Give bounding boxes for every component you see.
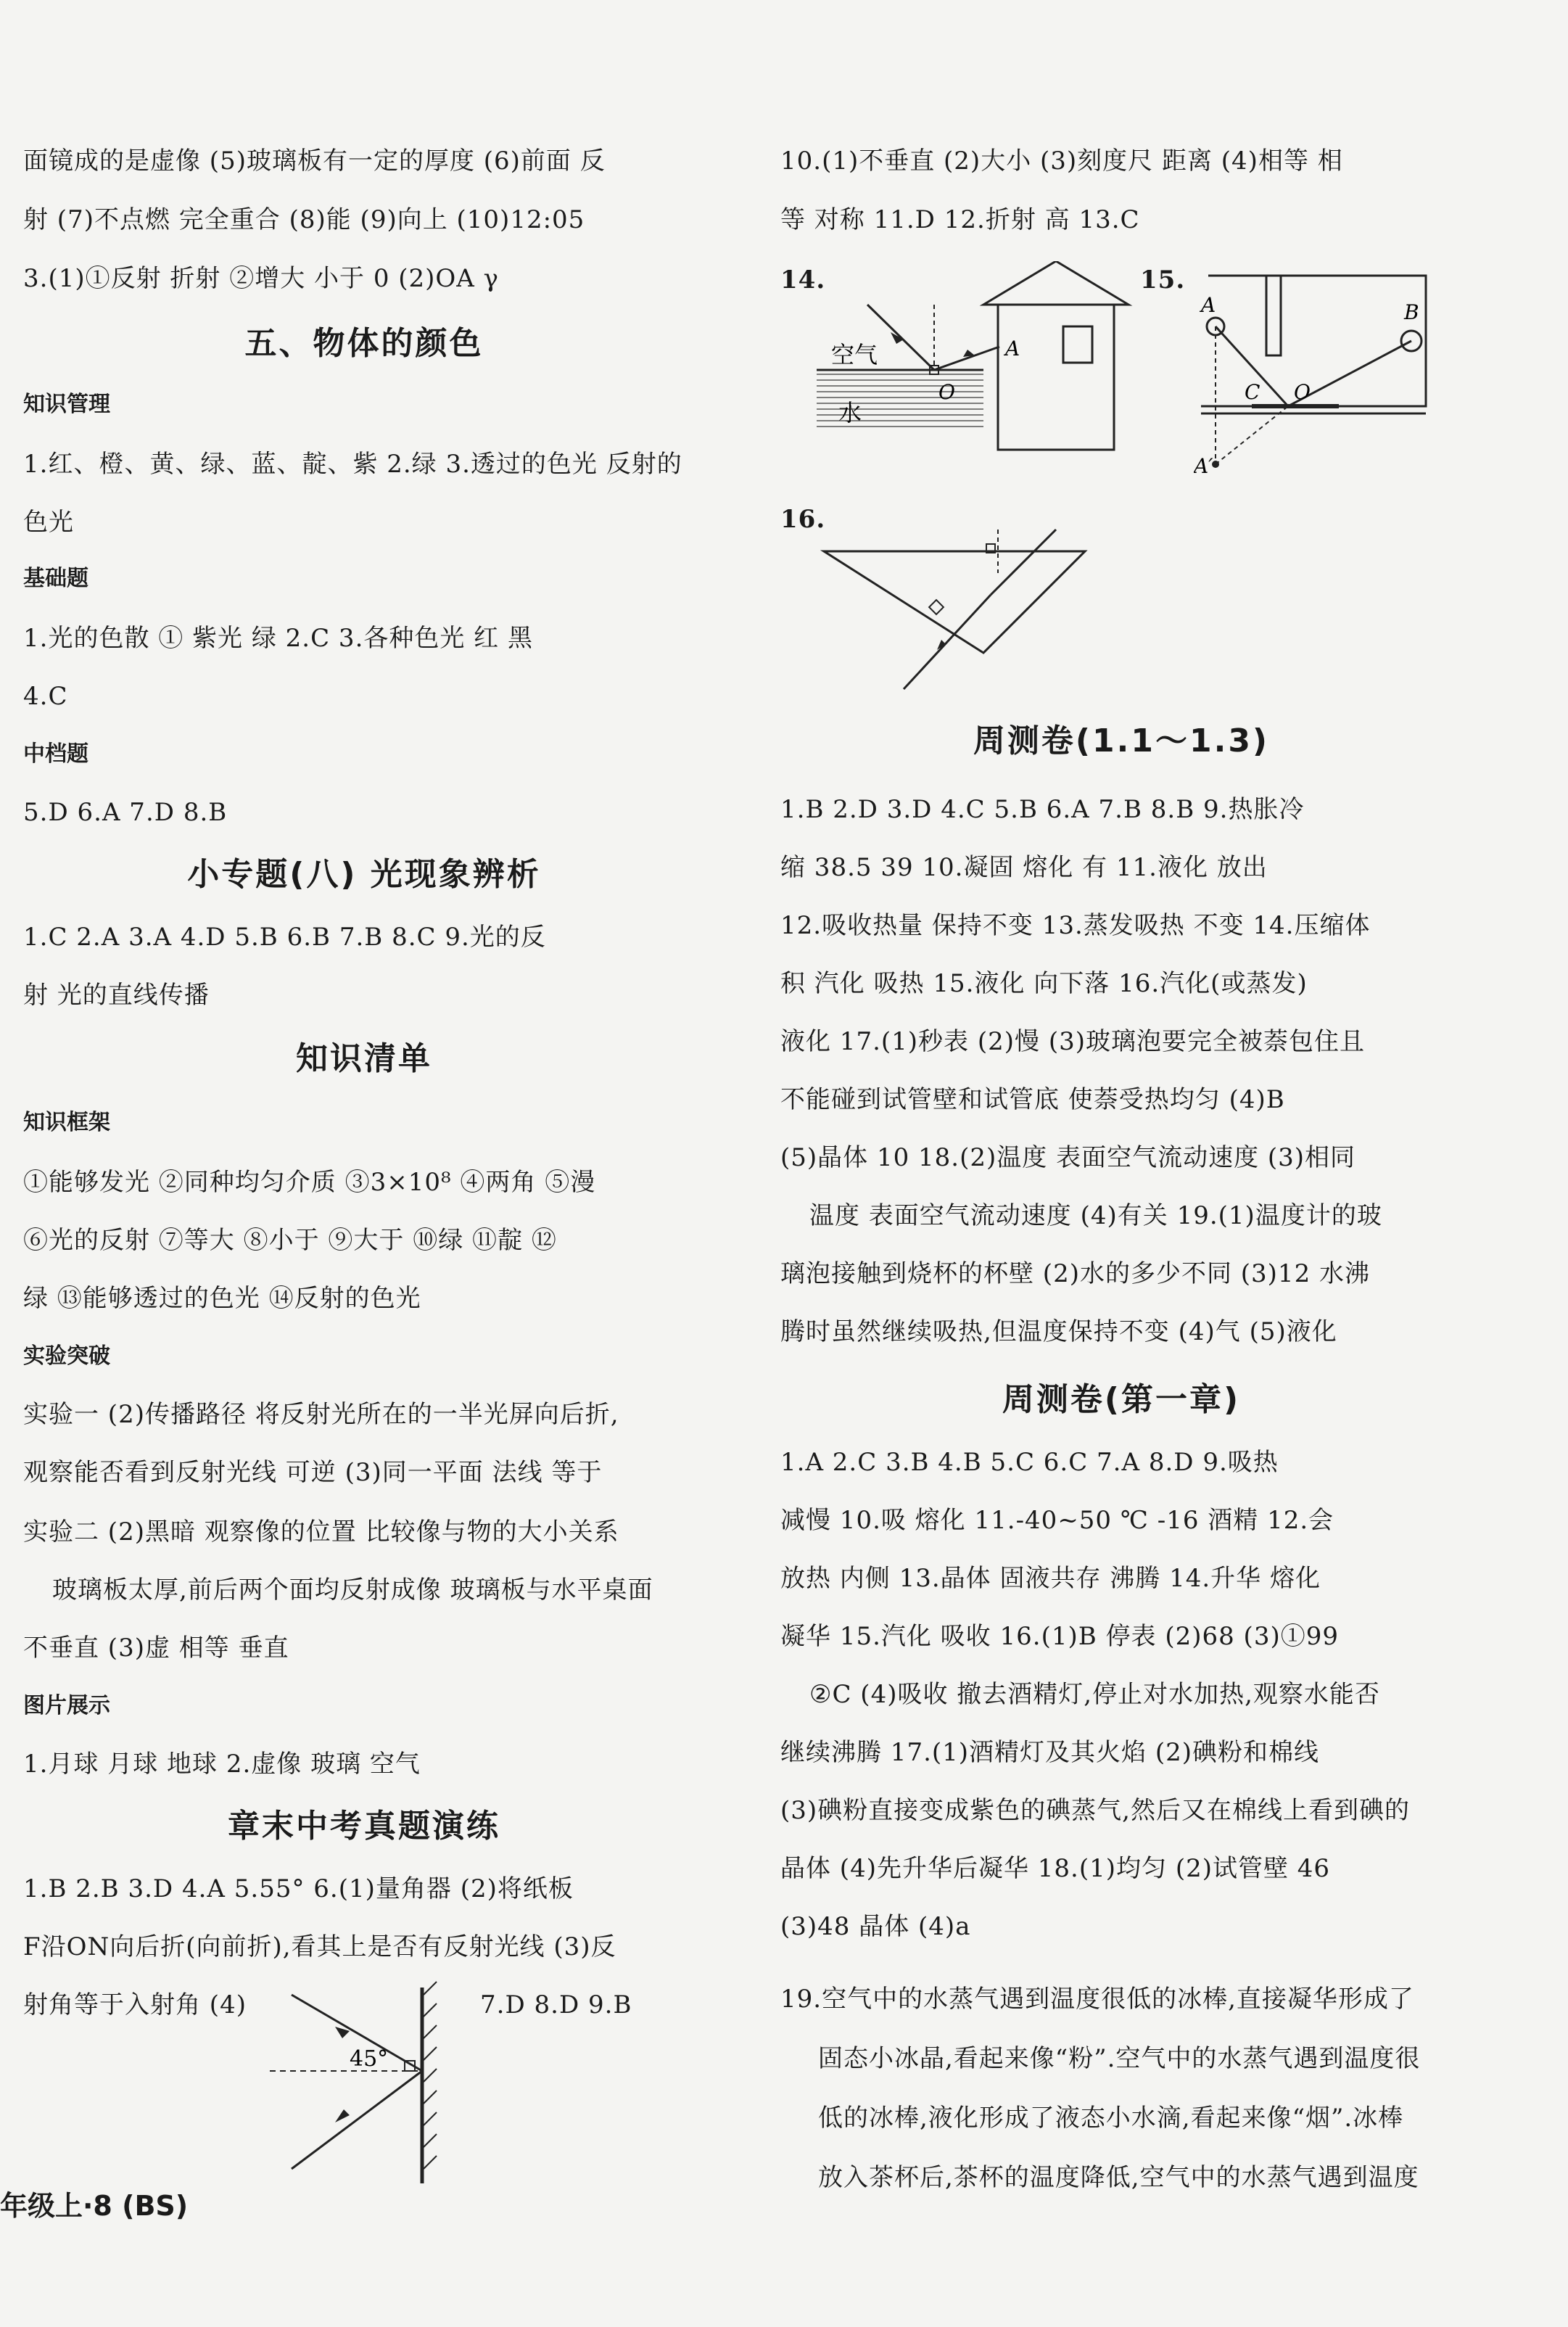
- figure-number: 15.: [1140, 265, 1186, 295]
- label-B: B: [1404, 300, 1419, 324]
- text-line: 射 光的直线传播: [23, 981, 210, 1010]
- subheading: 图片展示: [23, 1693, 110, 1718]
- text-line: 实验二 (2)黑暗 观察像的位置 比较像与物的大小关系: [23, 1517, 619, 1546]
- text-line: 玻璃板太厚,前后两个面均反射成像 玻璃板与水平桌面: [52, 1576, 653, 1605]
- text-line: 放热 内侧 13.晶体 固液共存 沸腾 14.升华 熔化: [780, 1564, 1321, 1593]
- text-line: 色光: [23, 508, 74, 537]
- text-line: 腾时虽然继续吸热,但温度保持不变 (4)气 (5)液化: [780, 1317, 1337, 1346]
- text-line: 1.B 2.B 3.D 4.A 5.55° 6.(1)量角器 (2)将纸板: [23, 1874, 574, 1903]
- text-line: 12.吸收热量 保持不变 13.蒸发吸热 不变 14.压缩体: [780, 911, 1371, 940]
- subheading: 实验突破: [23, 1343, 110, 1369]
- subheading: 知识框架: [23, 1110, 110, 1135]
- text-line: 19.空气中的水蒸气遇到温度很低的冰棒,直接凝华形成了: [780, 1985, 1414, 2014]
- label-water: 水: [838, 399, 862, 427]
- text-line: 5.D 6.A 7.D 8.B: [23, 798, 228, 827]
- text-line: 减慢 10.吸 熔化 11.-40~50 ℃ -16 酒精 12.会: [780, 1506, 1334, 1535]
- angle-label: 45°: [350, 2046, 389, 2072]
- page-footer: 年级上·8 (BS): [0, 2190, 189, 2222]
- text-line: (3)碘粉直接变成紫色的碘蒸气,然后又在棉线上看到碘的: [780, 1796, 1410, 1825]
- section-title: 章末中考真题演练: [228, 1808, 500, 1845]
- mirror-reflection-figure: [263, 1973, 466, 2191]
- subheading: 知识管理: [23, 392, 110, 417]
- subheading: 基础题: [23, 566, 88, 591]
- text-line: 低的冰棒,液化形成了液态小水滴,看起来像“烟”.冰棒: [818, 2104, 1404, 2133]
- label-A: A: [1005, 337, 1020, 361]
- text-line: 1.红、橙、黄、绿、蓝、靛、紫 2.绿 3.透过的色光 反射的: [23, 450, 682, 479]
- text-line: 不垂直 (3)虚 相等 垂直: [23, 1634, 289, 1663]
- label-A-prime: A′: [1194, 454, 1213, 478]
- text-line: 晶体 (4)先升华后凝华 18.(1)均匀 (2)试管壁 46: [780, 1854, 1331, 1883]
- text-line: 1.B 2.D 3.D 4.C 5.B 6.A 7.B 8.B 9.热胀冷: [780, 795, 1305, 824]
- text-line: 7.D 8.D 9.B: [480, 1990, 632, 2019]
- figure-number: 16.: [780, 505, 826, 534]
- text-line: 射 (7)不点燃 完全重合 (8)能 (9)向上 (10)12:05: [23, 205, 585, 234]
- text-line: 等 对称 11.D 12.折射 高 13.C: [780, 205, 1140, 234]
- text-line: 1.C 2.A 3.A 4.D 5.B 6.B 7.B 8.C 9.光的反: [23, 923, 546, 952]
- text-line: 射角等于入射角 (4): [23, 1990, 247, 2019]
- section-title: 周测卷(第一章): [1002, 1381, 1241, 1418]
- section-title: 知识清单: [296, 1040, 432, 1077]
- label-O: O: [938, 380, 955, 404]
- section-title: 周测卷(1.1～1.3): [973, 722, 1270, 759]
- text-line: (5)晶体 10 18.(2)温度 表面空气流动速度 (3)相同: [780, 1143, 1356, 1172]
- text-line: 绿 ⑬能够透过的色光 ⑭反射的色光: [23, 1284, 421, 1313]
- text-line: 1.光的色散 ① 紫光 绿 2.C 3.各种色光 红 黑: [23, 624, 533, 653]
- text-line: ⑥光的反射 ⑦等大 ⑧小于 ⑨大于 ⑩绿 ⑪靛 ⑫: [23, 1226, 557, 1255]
- text-line: 液化 17.(1)秒表 (2)慢 (3)玻璃泡要完全被萘包住且: [780, 1027, 1365, 1056]
- text-line: 1.A 2.C 3.B 4.B 5.C 6.C 7.A 8.D 9.吸热: [780, 1448, 1279, 1477]
- figure-16-prism: [809, 501, 1114, 704]
- subheading: 中档题: [23, 741, 88, 767]
- text-line: 面镜成的是虚像 (5)玻璃板有一定的厚度 (6)前面 反: [23, 147, 606, 176]
- figure-15-mirror-image: [1194, 261, 1440, 479]
- label-A: A: [1201, 293, 1216, 317]
- text-line: 10.(1)不垂直 (2)大小 (3)刻度尺 距离 (4)相等 相: [780, 147, 1343, 176]
- figure-number: 14.: [780, 265, 826, 295]
- text-line: 放入茶杯后,茶杯的温度降低,空气中的水蒸气遇到温度: [818, 2163, 1419, 2192]
- text-line: (3)48 晶体 (4)a: [780, 1912, 971, 1941]
- label-air: 空气: [831, 341, 878, 368]
- label-O: O: [1294, 380, 1311, 404]
- text-line: 观察能否看到反射光线 可逆 (3)同一平面 法线 等于: [23, 1458, 603, 1487]
- text-line: ②C (4)吸收 撤去酒精灯,停止对水加热,观察水能否: [809, 1680, 1380, 1709]
- text-line: 积 汽化 吸热 15.液化 向下落 16.汽化(或蒸发): [780, 969, 1308, 998]
- text-line: 继续沸腾 17.(1)酒精灯及其火焰 (2)碘粉和棉线: [780, 1738, 1320, 1767]
- section-title: 五、物体的颜色: [244, 325, 484, 362]
- text-line: 固态小冰晶,看起来像“粉”.空气中的水蒸气遇到温度很: [818, 2044, 1421, 2073]
- text-line: 温度 表面空气流动速度 (4)有关 19.(1)温度计的玻: [809, 1201, 1382, 1230]
- text-line: F沿ON向后折(向前折),看其上是否有反射光线 (3)反: [23, 1932, 616, 1961]
- text-line: 凝华 15.汽化 吸收 16.(1)B 停表 (2)68 (3)①99: [780, 1622, 1339, 1651]
- text-line: 4.C: [23, 682, 68, 711]
- text-line: ①能够发光 ②同种均匀介质 ③3×10⁸ ④两角 ⑤漫: [23, 1168, 596, 1197]
- label-C: C: [1245, 380, 1260, 404]
- text-line: 1.月球 月球 地球 2.虚像 玻璃 空气: [23, 1750, 421, 1779]
- text-line: 实验一 (2)传播路径 将反射光所在的一半光屏向后折,: [23, 1400, 619, 1429]
- text-line: 璃泡接触到烧杯的杯壁 (2)水的多少不同 (3)12 水沸: [780, 1259, 1371, 1288]
- text-line: 不能碰到试管壁和试管底 使萘受热均匀 (4)B: [780, 1085, 1285, 1114]
- section-title: 小专题(八) 光现象辨析: [187, 856, 541, 893]
- text-line: 3.(1)①反射 折射 ②增大 小于 0 (2)OA γ: [23, 264, 499, 293]
- text-line: 缩 38.5 39 10.凝固 熔化 有 11.液化 放出: [780, 853, 1268, 882]
